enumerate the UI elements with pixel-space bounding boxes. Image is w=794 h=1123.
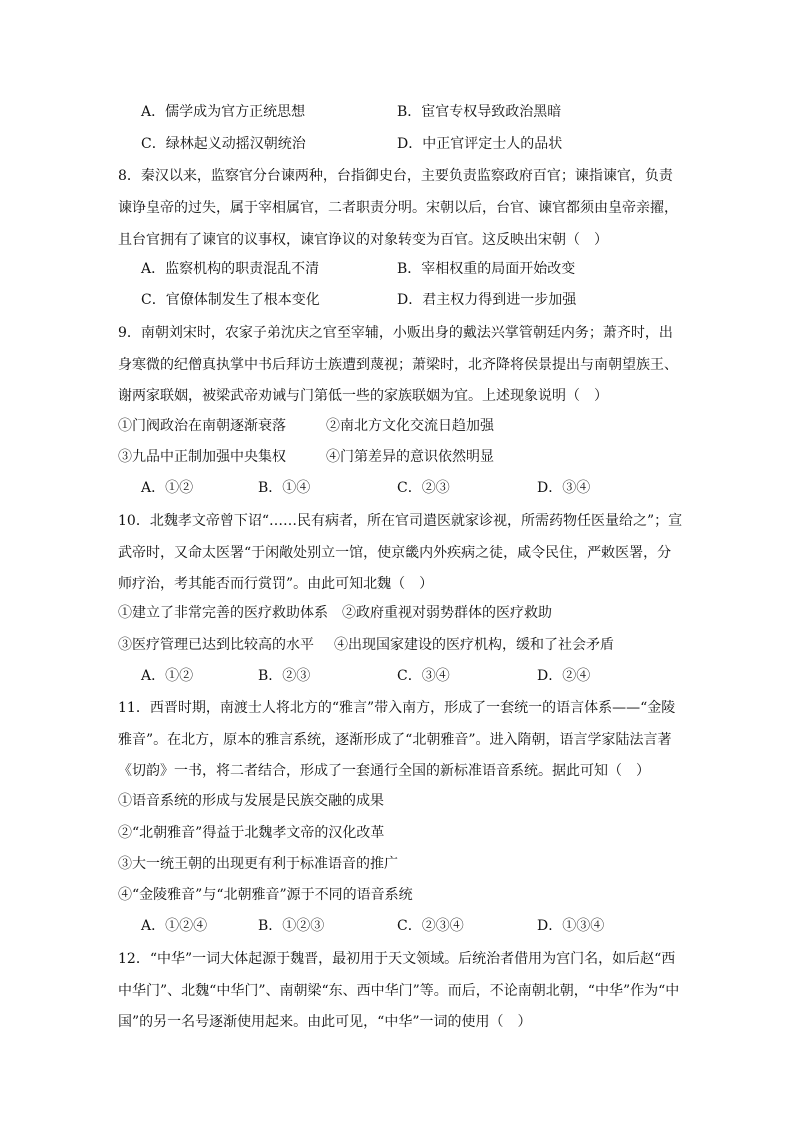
q9-stem-line-2: 身寒微的纪僧真执掌中书后拜访士族遭到蔑视；萧梁时，北齐降将侯景提出与南朝望族王、 [118,357,678,373]
q11-stem-line-3: 《切韵》一书，将二者结合，形成了一套通行全国的新标准语音系统。据此可知（ ） [118,763,650,779]
q11-item-1: ①语音系统的形成与发展是民族交融的成果 [118,793,384,809]
q10-stem-line-3: 师疗治，考其能否而行赏罚”。由此可知北魏（ ） [118,576,434,592]
q11-option-a: A．①②④ [141,918,208,934]
q12-stem-line-2: 中华门”、北魏“中华门”、南朝梁“东、西中华门”等。而后，不论南朝北朝，“中华”作为“中 [118,983,680,999]
q10-option-a: A．①② [141,668,194,684]
q9-item-1: ①门阀政治在南朝逐渐衰落 [118,418,286,434]
q10-stem-line-1: 10．北魏孝文帝曾下诏“……民有病者，所在官司遣医就家诊视，所需药物任医量给之”；宣 [118,513,683,529]
q9-item-3: ③九品中正制加强中央集权 [118,449,286,465]
q9-option-a: A．①② [141,480,194,496]
q9-option-c: C．②③ [397,480,450,496]
q7-option-b: B．宦官专权导致政治黑暗 [397,104,562,120]
q11-option-c: C．②③④ [397,918,464,934]
q11-item-2: ②“北朝雅音”得益于北魏孝文帝的汉化改革 [118,825,385,841]
q9-option-d: D．③④ [537,480,591,496]
q12-stem-line-3: 国”的另一名号逐渐使用起来。由此可见，“中华”一词的使用（ ） [118,1014,532,1030]
q12-stem-line-1: 12．“中华”一词大体起源于魏晋，最初用于天文领域。后统治者借用为宫门名，如后赵“西 [118,951,676,967]
q8-option-d: D．君主权力得到进一步加强 [397,292,577,308]
q9-stem-line-1: 9．南朝刘宋时，农家子弟沈庆之官至宰辅，小贩出身的戴法兴掌管朝廷内务；萧齐时，出 [118,325,673,341]
q8-stem-line-2: 谏诤皇帝的过失，属于宰相属官，二者职责分明。宋朝以后，台官、谏官都须由皇帝亲擢， [118,200,678,216]
q10-option-b: B．②③ [258,668,311,684]
q7-option-c: C．绿林起义动摇汉朝统治 [141,136,306,152]
q11-stem-line-1: 11．西晋时期，南渡士人将北方的“雅言”带入南方，形成了一套统一的语言体系——“金陵 [118,700,676,716]
q10-option-d: D．②④ [537,668,591,684]
q8-option-a: A．监察机构的职责混乱不清 [141,261,320,277]
q10-stem-line-2: 武帝时，又命太医署“于闲敞处别立一馆，使京畿内外疾病之徒，咸令民住，严敕医署，分 [118,545,672,561]
q10-item-3: ③医疗管理已达到比较高的水平 [118,637,314,653]
q10-option-c: C．③④ [397,668,450,684]
q10-item-4: ④出现国家建设的医疗机构，缓和了社会矛盾 [334,637,614,653]
q7-option-a: A．儒学成为官方正统思想 [141,104,306,120]
q9-item-4: ④门第差异的意识依然明显 [326,449,494,465]
q10-item-2: ②政府重视对弱势群体的医疗救助 [342,605,552,621]
q9-stem-line-3: 谢两家联姻，被梁武帝劝诫与门第低一些的家族联姻为宜。上述现象说明（ ） [118,388,608,404]
q11-option-d: D．①③④ [537,918,605,934]
q11-item-4: ④“金陵雅音”与“北朝雅音”源于不同的语音系统 [118,887,413,903]
q9-option-b: B．①④ [258,480,311,496]
q8-option-c: C．官僚体制发生了根本变化 [141,292,320,308]
q7-option-d: D．中正官评定士人的品状 [397,136,563,152]
q11-option-b: B．①②③ [258,918,325,934]
q11-item-3: ③大一统王朝的出现更有利于标准语音的推广 [118,856,398,872]
q8-option-b: B．宰相权重的局面开始改变 [397,261,576,277]
q8-stem-line-3: 且台官拥有了谏官的议事权，谏官诤议的对象转变为百官。这反映出宋朝（ ） [118,232,608,248]
q10-item-1: ①建立了非常完善的医疗救助体系 [118,605,328,621]
q9-item-2: ②南北方文化交流日趋加强 [326,418,494,434]
q11-stem-line-2: 雅音”。在北方，原本的雅言系统，逐渐形成了“北朝雅音”。进入隋朝，语言学家陆法言著 [118,732,672,748]
q8-stem-line-1: 8．秦汉以来，监察官分台谏两种，台指御史台，主要负责监察政府百官；谏指谏官，负责 [118,168,673,184]
